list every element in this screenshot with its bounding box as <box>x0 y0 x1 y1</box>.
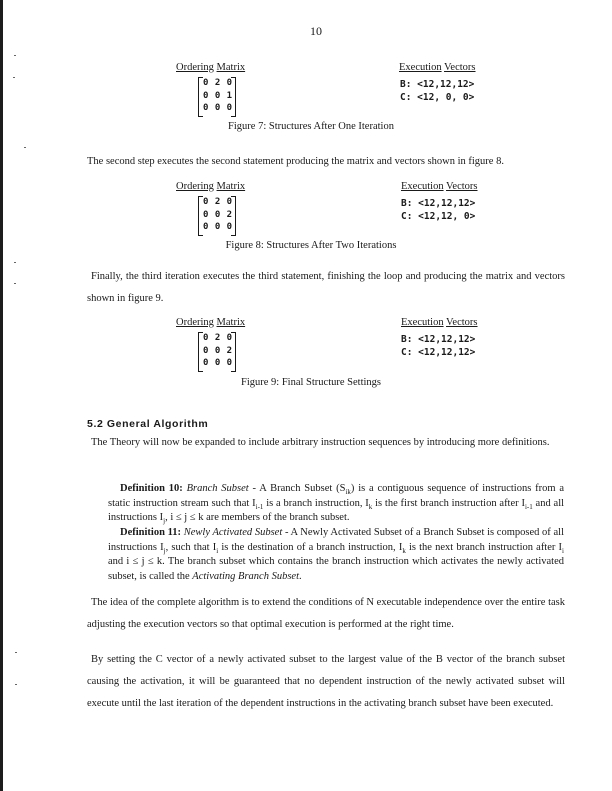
definition-11: Definition 11: Newly Activated Subset - A Newly Activated Subset of a Branch Subset is composed of all instructions $I_j$, such that $I_i$ is the destination of a branch instruction, $I_k$ is the next branch instruction after $I_i$ and i ≤ j ≤ k. The branch subset which contains the branch instruction which activates the newly activated subset, is called the Activating Branch Subset. <box>108 527 564 582</box>
matrix-row: 0 2 0 <box>203 333 233 343</box>
execution-vectors <box>400 78 474 104</box>
execution-vectors-block <box>401 317 561 358</box>
execution-vectors-heading: Execution Vectors <box>401 317 478 328</box>
execution-vectors-heading: Execution Vectors <box>401 181 478 192</box>
definition-label: Definition 10: <box>120 483 183 494</box>
paragraph-third-step: Finally, the third iteration executes the third statement, finishing the loop and producing the matrix and vectors shown in figure 9. <box>87 271 565 304</box>
definition-10: Definition 10: Branch Subset - A Branch Subset $(S_{ik})$ is a contiguous sequence of instructions from a static instruction stream such that $I_{i-1}$ is a branch instruction, $I_k$ is the first branch instruction after $I_{i-1}$ and all instructions $I_j$, i ≤ j ≤ k are members of the branch subset. <box>108 483 565 525</box>
paragraph-complete-algorithm: The idea of the complete algorithm is to extend the conditions of N executable independence over the entire task adjusting the execution vectors so that optimal execution is performed at the right time. <box>87 597 565 630</box>
ordering-matrix-block <box>176 62 296 113</box>
scan-speck <box>15 652 17 653</box>
scan-speck <box>14 55 16 56</box>
activating-branch-subset-term: Activating Branch Subset <box>192 570 300 582</box>
scan-speck <box>13 77 15 78</box>
matrix-row: 0 0 0 <box>203 358 233 368</box>
ordering-matrix <box>198 77 236 117</box>
section-heading: 5.2 General Algorithm <box>87 418 209 430</box>
figure-caption: Figure 7: Structures After One Iteration <box>228 121 394 132</box>
vector-b: B: <12,12,12> <box>401 198 476 209</box>
scan-edge-bar <box>0 0 3 791</box>
ordering-matrix <box>198 332 236 372</box>
execution-vectors-block <box>399 62 559 103</box>
figure-caption: Figure 9: Final Structure Settings <box>241 377 381 388</box>
figure-caption: Figure 8: Structures After Two Iterations <box>225 240 397 251</box>
scan-speck <box>24 147 26 148</box>
matrix-row: 0 0 2 <box>203 345 233 356</box>
ordering-matrix-heading: Ordering Matrix <box>176 317 246 328</box>
ordering-matrix-heading: Ordering Matrix <box>176 181 246 192</box>
scan-speck <box>14 262 16 263</box>
ordering-matrix-heading: Ordering Matrix <box>176 62 246 73</box>
definition-term: Newly Activated Subset <box>183 527 283 538</box>
matrix-row: 0 0 0 <box>203 222 233 232</box>
paragraph-c-vector: By setting the C vector of a newly activated subset to the largest value of the B vector of the branch subset causing the activation, it will be guaranteed that no dependent instruction of the newly activated subset will execute until the last iteration of the dependent instructions in the activating branch subset have been executed. <box>87 654 565 709</box>
definition-term: Branch Subset <box>186 483 249 494</box>
matrix-row: 0 0 1 <box>203 90 233 101</box>
ordering-matrix <box>198 196 236 236</box>
execution-vectors <box>401 197 475 223</box>
scan-speck <box>14 283 16 284</box>
vector-c: C: <12,12, 0> <box>401 211 476 222</box>
definition-label: Definition 11: <box>120 527 182 538</box>
execution-vectors <box>401 333 475 359</box>
ordering-matrix-block <box>176 181 296 232</box>
matrix-row: 0 0 0 <box>203 103 233 113</box>
paragraph-second-step: The second step executes the second statement producing the matrix and vectors shown in figure 8. <box>87 156 504 167</box>
vector-b: B: <12,12,12> <box>401 334 476 345</box>
matrix-row: 0 0 2 <box>203 209 233 220</box>
matrix-row: 0 2 0 <box>203 197 233 207</box>
vector-b: B: <12,12,12> <box>400 79 475 90</box>
execution-vectors-block <box>401 181 561 222</box>
page-number: 10 <box>310 24 322 38</box>
ordering-matrix-block <box>176 317 296 368</box>
paragraph-theory-expanded: The Theory will now be expanded to include arbitrary instruction sequences by introducing more definitions. <box>91 437 550 448</box>
scan-speck <box>15 684 17 685</box>
vector-c: C: <12,12,12> <box>401 347 476 358</box>
matrix-row: 0 2 0 <box>203 78 233 88</box>
vector-c: C: <12, 0, 0> <box>400 92 475 103</box>
execution-vectors-heading: Execution Vectors <box>399 62 476 73</box>
